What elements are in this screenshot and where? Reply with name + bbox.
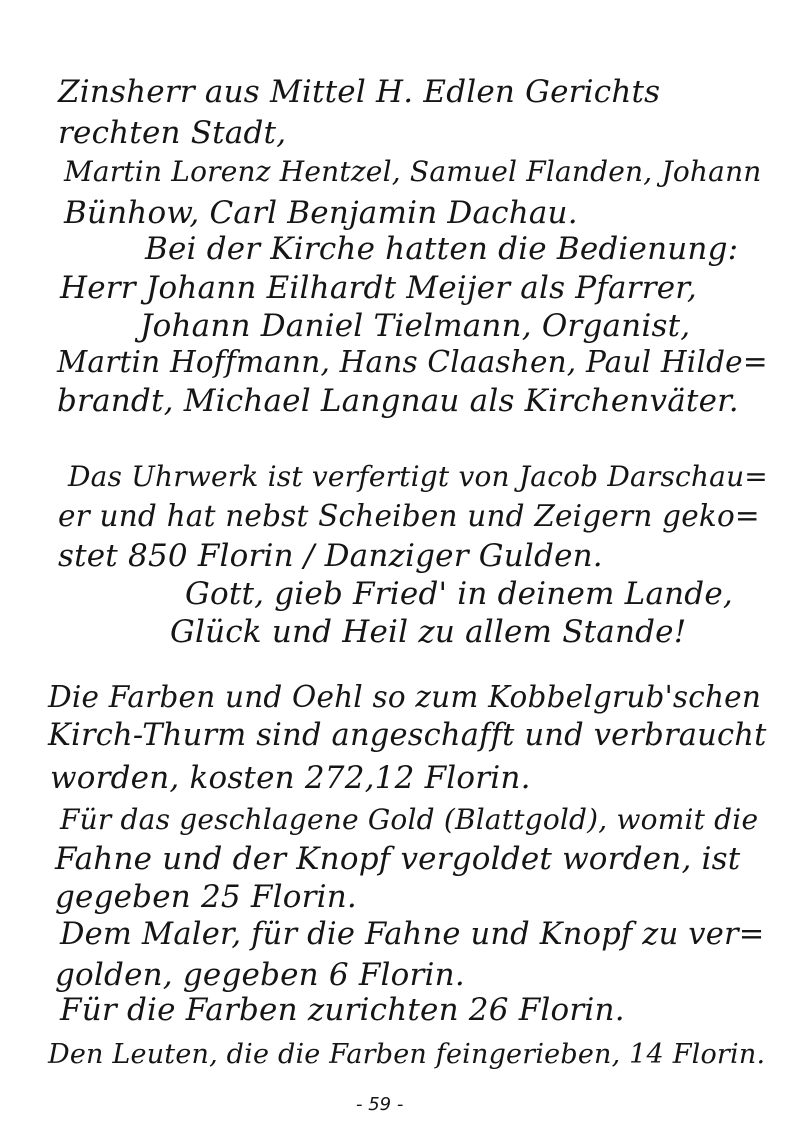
text-line-10: Das Uhrwerk ist verfertigt von Jacob Darschau= xyxy=(68,460,768,493)
text-line-23: Für die Farben zurichten 26 Florin. xyxy=(60,992,625,1028)
text-line-20: gegeben 25 Florin. xyxy=(55,879,357,915)
text-line-18: Für das geschlagene Gold (Blattgold), womit die xyxy=(60,803,759,836)
text-line-22: golden, gegeben 6 Florin. xyxy=(55,957,465,993)
text-line-9: brandt, Michael Langnau als Kirchenväter. xyxy=(57,383,739,419)
text-line-4: Bünhow, Carl Benjamin Dachau. xyxy=(64,195,578,231)
text-line-2: rechten Stadt, xyxy=(58,115,287,151)
text-line-16: Kirch-Thurm sind angeschafft und verbraucht xyxy=(48,718,767,753)
text-line-15: Die Farben und Oehl so zum Kobbelgrub'schen xyxy=(48,680,762,714)
text-line-5: Bei der Kirche hatten die Bedienung: xyxy=(145,231,739,267)
text-line-1: Zinsherr aus Mittel H. Edlen Gerichts xyxy=(58,74,661,110)
text-line-17: worden, kosten 272,12 Florin. xyxy=(50,760,531,796)
text-line-12: stet 850 Florin / Danziger Gulden. xyxy=(58,538,603,574)
text-line-24: Den Leuten, die die Farben feingerieben, 14 Florin. xyxy=(48,1039,766,1070)
text-line-3: Martin Lorenz Hentzel, Samuel Flanden, Johann xyxy=(64,155,762,188)
text-line-21: Dem Maler, für die Fahne und Knopf zu ver= xyxy=(60,917,765,952)
text-line-19: Fahne und der Knopf vergoldet worden, ist xyxy=(55,841,741,877)
page-number: - 59 - xyxy=(356,1094,404,1115)
text-line-13: Gott, gieb Fried' in deinem Lande, xyxy=(185,576,733,612)
text-line-8: Martin Hoffmann, Hans Claashen, Paul Hilde= xyxy=(57,345,768,379)
text-line-7: Johann Daniel Tielmann, Organist, xyxy=(140,308,691,344)
text-line-6: Herr Johann Eilhardt Meijer als Pfarrer, xyxy=(60,270,697,306)
text-line-11: er und hat nebst Scheiben und Zeigern geko= xyxy=(58,499,760,533)
text-line-14: Glück und Heil zu allem Stande! xyxy=(170,614,687,650)
